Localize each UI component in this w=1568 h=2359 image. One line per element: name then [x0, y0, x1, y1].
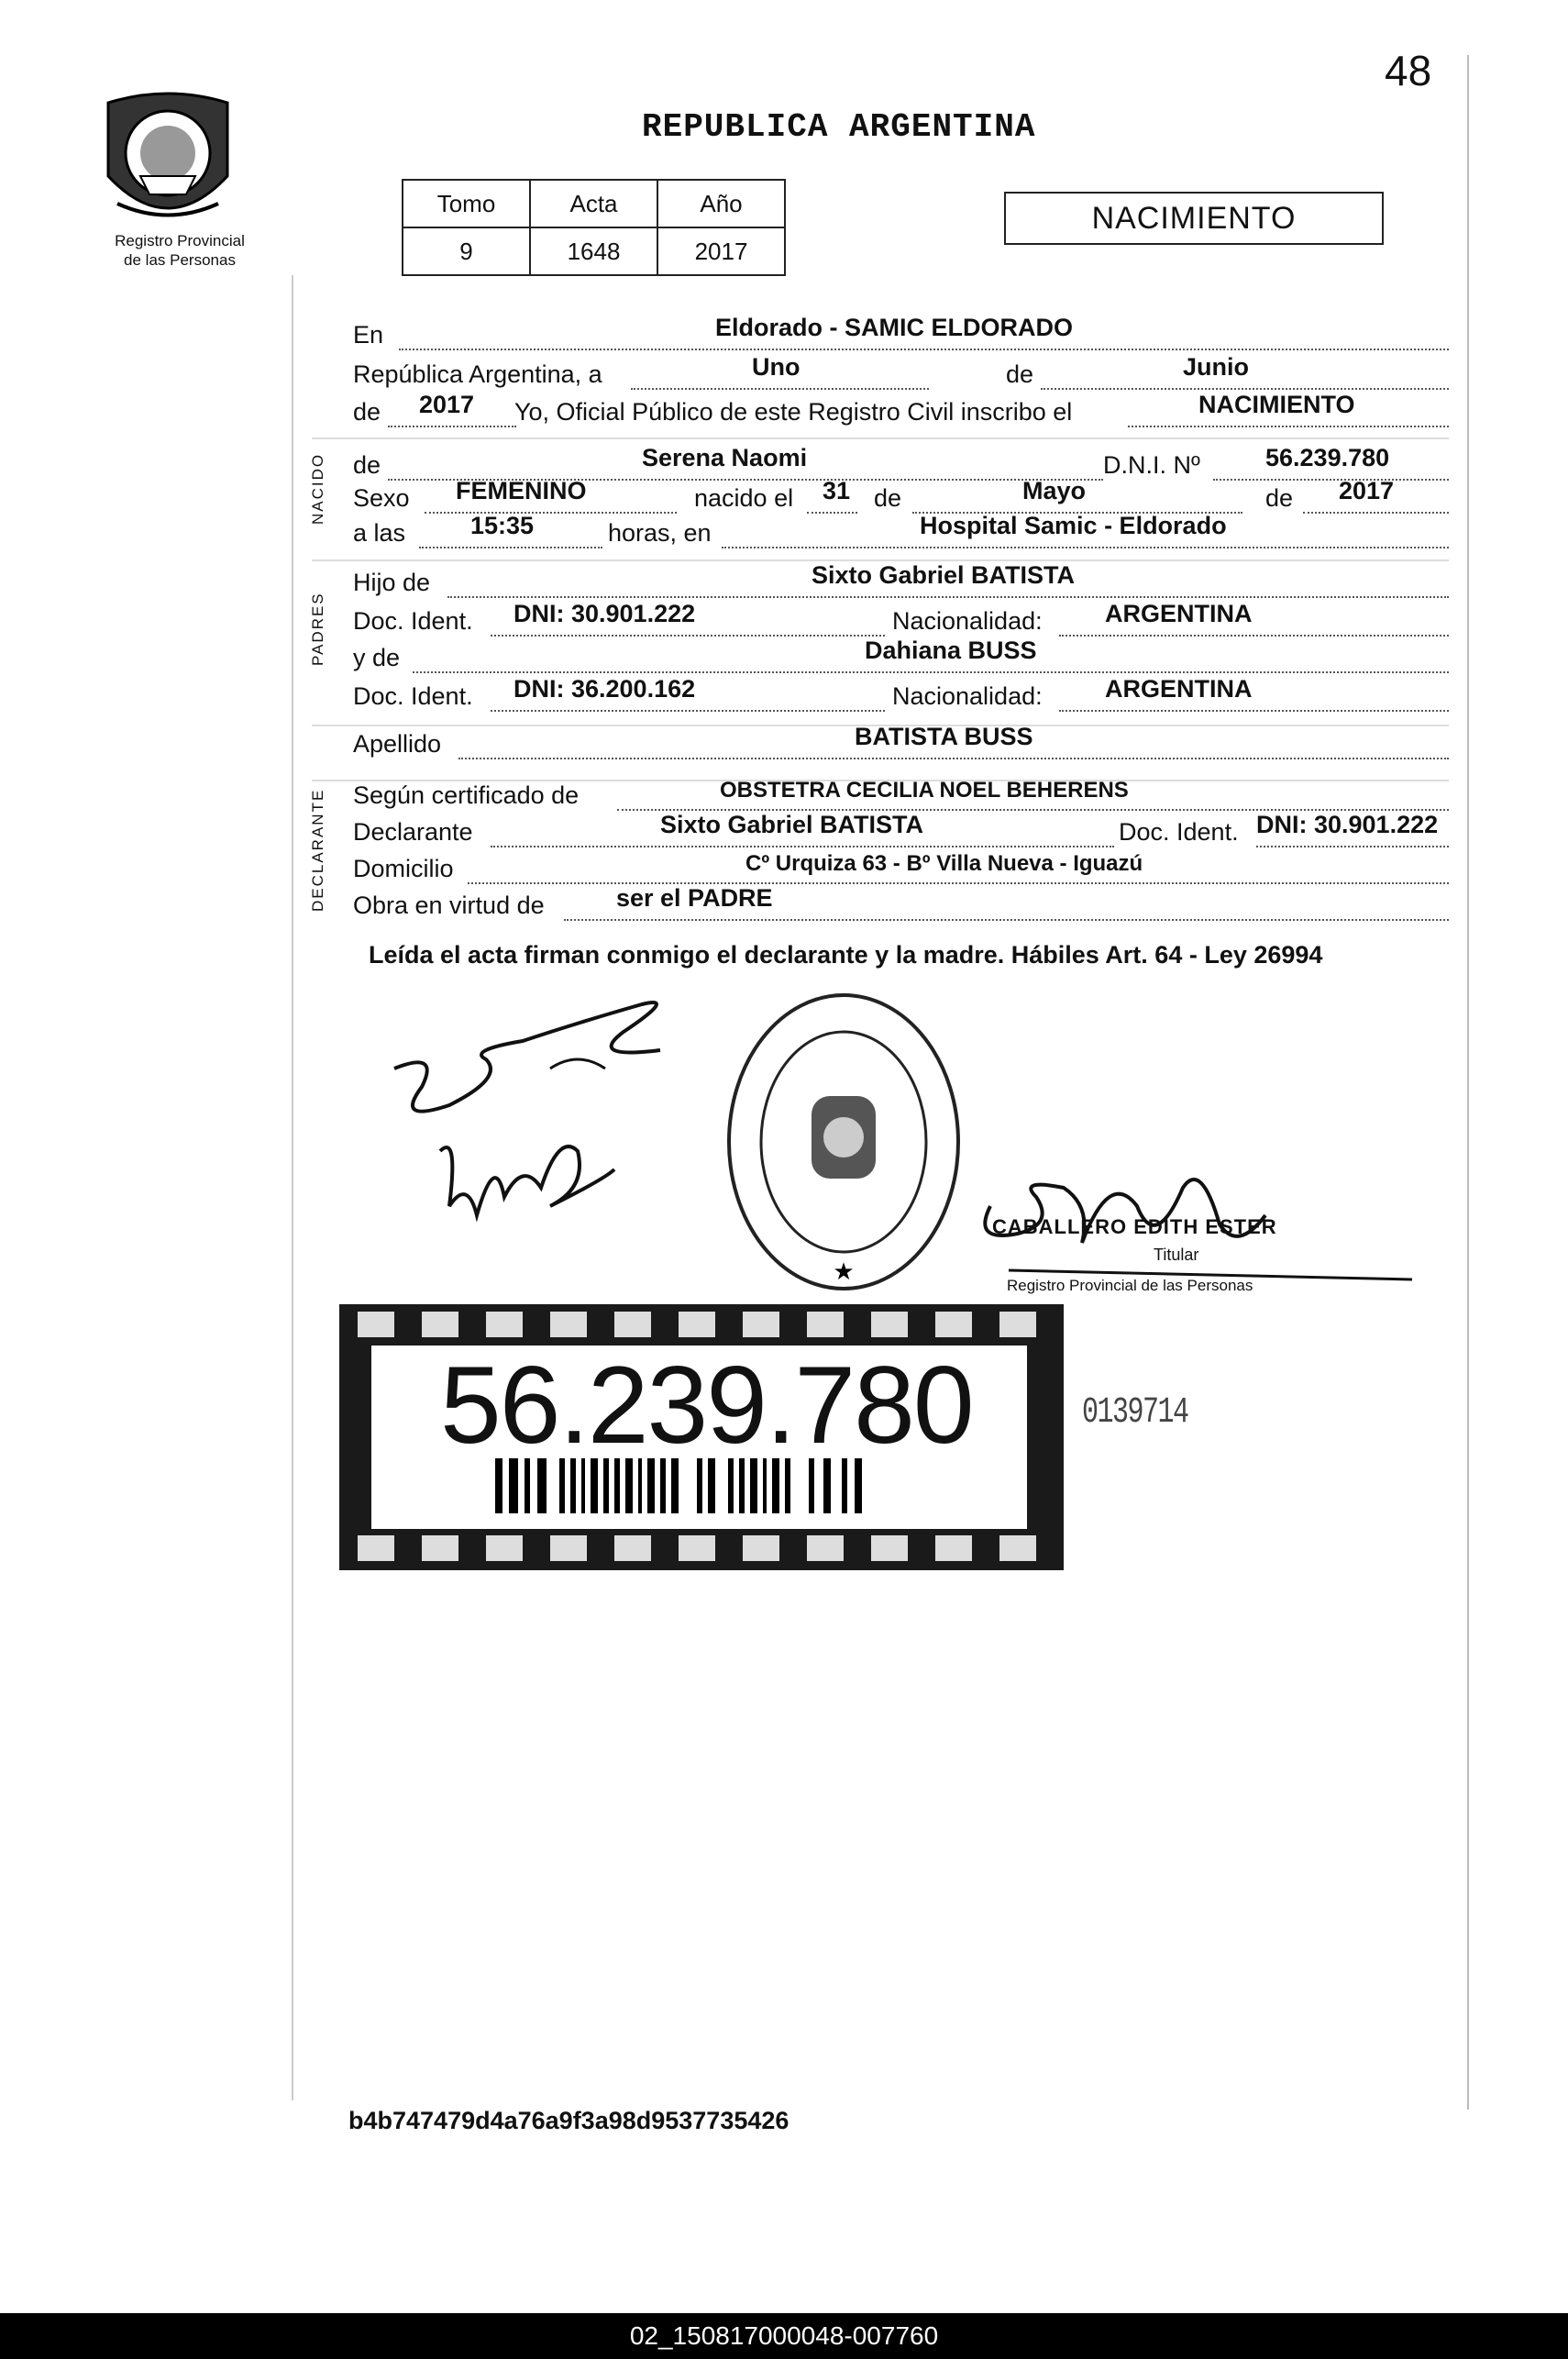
label-time: a las — [353, 519, 406, 547]
value-birth-day: 31 — [823, 477, 851, 504]
official-stamp-icon — [720, 986, 967, 1298]
label-de: de — [1006, 360, 1034, 388]
label-domicilio: Domicilio — [353, 855, 454, 882]
value-time: 15:35 — [470, 512, 535, 539]
label-cert: Según certificado de — [353, 781, 580, 809]
label-declarante: Declarante — [353, 818, 473, 846]
value-birth-month: Mayo — [1022, 477, 1087, 504]
closing-statement: Leída el acta firman conmigo el declarante y la madre. Hábiles Art. 64 - Ley 26994 — [369, 941, 1323, 969]
label-sexo: Sexo — [353, 484, 410, 512]
value-father-doc: DNI: 30.901.222 — [513, 600, 696, 627]
control-number: 0139714 — [1082, 1392, 1188, 1434]
value-mother-nat: ARGENTINA — [1105, 675, 1253, 703]
section-label-padres: PADRES — [309, 592, 326, 666]
value-mother-doc: DNI: 36.200.162 — [513, 675, 696, 703]
label-birth-de2: de — [1265, 484, 1294, 512]
logo-caption-line2: de las Personas — [124, 251, 236, 269]
value-father-name: Sixto Gabriel BATISTA — [812, 561, 1076, 589]
label-de2: de — [353, 398, 381, 426]
value-cert: OBSTETRA CECILIA NOEL BEHERENS — [720, 778, 1129, 803]
table-value-tomo: 9 — [403, 227, 530, 275]
left-margin-line — [292, 275, 293, 2100]
field-row-time-place — [353, 512, 1449, 556]
value-apellido: BATISTA BUSS — [855, 723, 1033, 750]
id-number-large: 56.239.780 — [440, 1344, 973, 1467]
label-hijo: Hijo de — [353, 569, 431, 596]
label-yde: y de — [353, 644, 401, 671]
right-margin-line — [1467, 55, 1469, 2110]
label-nacido: nacido el — [694, 484, 794, 512]
label-father-doc: Doc. Ident. — [353, 607, 473, 635]
table-header-ano: Año — [657, 180, 785, 227]
official-title: Titular — [1154, 1246, 1199, 1264]
table-value-acta: 1648 — [530, 227, 657, 275]
value-sexo: FEMENINO — [456, 477, 587, 504]
value-obra: ser el PADRE — [616, 884, 773, 912]
official-name: CABALLERO EDITH ESTER — [992, 1215, 1277, 1238]
table-header-acta: Acta — [530, 180, 657, 227]
value-birth-year: 2017 — [1339, 477, 1395, 504]
section-label-declarante: DECLARANTE — [309, 788, 326, 912]
declarant-signature-icon — [367, 968, 734, 1261]
provincial-logo — [99, 84, 282, 236]
section-label-nacido: NACIDO — [309, 452, 326, 525]
document-title: REPUBLICA ARGENTINA — [642, 108, 1036, 146]
label-birth-de: de — [874, 484, 902, 512]
label-obra: Obra en virtud de — [353, 892, 545, 919]
field-row-address — [353, 851, 1449, 892]
value-domicilio: Cº Urquiza 63 - Bº Villa Nueva - Iguazú — [745, 851, 1143, 876]
label-officer: Yo, Oficial Público de este Registro Civil inscribo el — [514, 398, 1073, 426]
field-row-surname — [353, 723, 1449, 767]
document-hash: b4b747479d4a76a9f3a98d9537735426 — [348, 2107, 790, 2134]
official-office: Registro Provincial de las Personas — [1007, 1277, 1253, 1294]
value-inscribe: NACIMIENTO — [1198, 391, 1355, 418]
label-apellido: Apellido — [353, 730, 442, 758]
field-row-place — [353, 314, 1449, 358]
table-header-tomo: Tomo — [403, 180, 530, 227]
label-en: En — [353, 321, 384, 349]
value-father-nat: ARGENTINA — [1105, 600, 1253, 627]
section-divider — [312, 437, 1449, 439]
value-day: Uno — [752, 353, 801, 381]
label-declarante-doc: Doc. Ident. — [1119, 818, 1239, 846]
value-month: Junio — [1183, 353, 1249, 381]
value-place: Hospital Samic - Eldorado — [920, 512, 1227, 539]
misiones-seal-icon — [99, 84, 237, 231]
field-row-declarant — [353, 811, 1449, 855]
value-en: Eldorado - SAMIC ELDORADO — [715, 314, 1073, 341]
value-dni: 56.239.780 — [1265, 444, 1390, 471]
register-table — [402, 179, 786, 276]
logo-caption-line1: Registro Provincial — [115, 232, 245, 249]
value-declarante-doc: DNI: 30.901.222 — [1256, 811, 1439, 838]
label-dni: D.N.I. Nº — [1103, 451, 1200, 479]
field-row-mother-doc — [353, 675, 1449, 719]
record-type-box: NACIMIENTO — [1004, 192, 1384, 245]
footer-code: 02_150817000048-007760 — [0, 2313, 1568, 2359]
value-declarante: Sixto Gabriel BATISTA — [660, 811, 924, 838]
field-row-officer — [353, 391, 1449, 435]
label-mother-nat: Nacionalidad: — [892, 682, 1043, 710]
label-father-nat: Nacionalidad: — [892, 607, 1043, 635]
value-year: 2017 — [419, 391, 475, 418]
page-number: 48 — [1385, 47, 1432, 94]
logo-caption — [88, 231, 271, 270]
svg-text:★: ★ — [833, 1258, 855, 1286]
register-table-header — [403, 180, 785, 227]
value-mother-name: Dahiana BUSS — [865, 637, 1037, 664]
register-table-values — [403, 227, 785, 275]
label-mother-doc: Doc. Ident. — [353, 682, 473, 710]
field-row-reason — [353, 884, 1449, 928]
label-name-de: de — [353, 451, 381, 479]
table-value-ano: 2017 — [657, 227, 785, 275]
label-place: horas, en — [608, 519, 712, 547]
value-name: Serena Naomi — [642, 444, 808, 471]
label-republica: República Argentina, a — [353, 360, 602, 388]
